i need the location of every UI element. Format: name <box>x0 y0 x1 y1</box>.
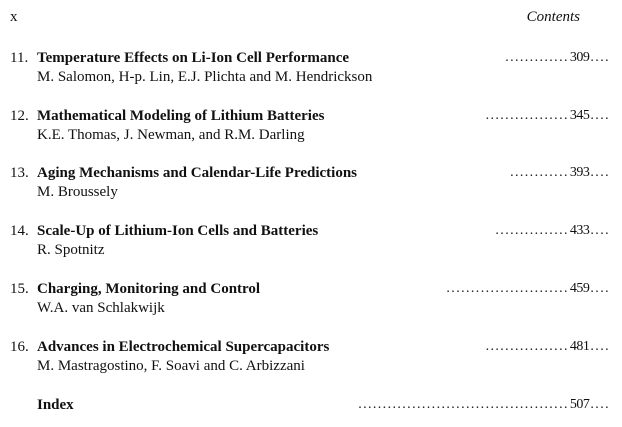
entry-authors: M. Salomon, H-p. Lin, E.J. Plichta and M. Hendrickson <box>37 69 373 85</box>
leader-dots: .... <box>590 223 610 238</box>
dot-leader <box>510 165 610 181</box>
entry-authors: K.E. Thomas, J. Newman, and R.M. Darling <box>37 127 305 143</box>
leader-dots: ......................... <box>446 281 569 296</box>
toc-entry-14 <box>0 223 622 267</box>
entry-title: Index <box>37 397 74 413</box>
dot-leader <box>505 50 610 66</box>
entry-title: Mathematical Modeling of Lithium Batteries <box>37 108 325 124</box>
entry-title: Aging Mechanisms and Calendar-Life Predictions <box>37 165 358 181</box>
entry-page-number: 507 <box>569 397 590 412</box>
toc-entry-11 <box>0 50 622 94</box>
leader-dots: ............. <box>505 50 569 65</box>
dot-leader <box>486 108 610 124</box>
entry-number: 14. <box>10 223 29 239</box>
page-folio: x <box>10 9 18 25</box>
leader-dots: .... <box>590 165 610 180</box>
leader-dots: ............ <box>510 165 569 180</box>
entry-page-number: 345 <box>569 108 590 123</box>
entry-authors: M. Broussely <box>37 184 118 200</box>
dot-leader <box>446 281 610 297</box>
entry-authors: M. Mastragostino, F. Soavi and C. Arbizzani <box>37 358 305 374</box>
leader-dots: .... <box>590 281 610 296</box>
running-head: Contents <box>526 9 580 25</box>
entry-title: Temperature Effects on Li-Ion Cell Performance <box>37 50 350 66</box>
leader-dots: .... <box>590 108 610 123</box>
entry-title: Charging, Monitoring and Control <box>37 281 261 297</box>
leader-dots: ........................................... <box>358 397 569 412</box>
toc-entry-13 <box>0 165 622 209</box>
toc-entry-12 <box>0 108 622 152</box>
leader-dots: .... <box>590 397 610 412</box>
leader-dots: ................. <box>485 339 569 354</box>
dot-leader <box>495 223 610 239</box>
toc-entry-16 <box>0 339 622 383</box>
entry-authors: R. Spotnitz <box>37 242 105 258</box>
entry-number: 12. <box>10 108 29 124</box>
leader-dots: .... <box>590 50 610 65</box>
dot-leader <box>486 339 610 355</box>
toc-entry-index <box>0 397 622 421</box>
entry-page-number: 309 <box>569 50 590 65</box>
entry-number: 15. <box>10 281 29 297</box>
entry-title: Advances in Electrochemical Supercapacitors <box>37 339 330 355</box>
entry-title: Scale-Up of Lithium-Ion Cells and Batteries <box>37 223 319 239</box>
leader-dots: ............... <box>495 223 569 238</box>
entry-page-number: 433 <box>569 223 590 238</box>
entry-page-number: 481 <box>569 339 590 354</box>
entry-number: 13. <box>10 165 29 181</box>
leader-dots: .... <box>590 339 610 354</box>
entry-page-number: 393 <box>569 165 590 180</box>
entry-authors: W.A. van Schlakwijk <box>37 300 165 316</box>
entry-page-number: 459 <box>569 281 590 296</box>
toc-entry-15 <box>0 281 622 325</box>
dot-leader <box>358 397 610 413</box>
entry-number: 11. <box>10 50 29 66</box>
leader-dots: ................. <box>485 108 569 123</box>
entry-number: 16. <box>10 339 29 355</box>
